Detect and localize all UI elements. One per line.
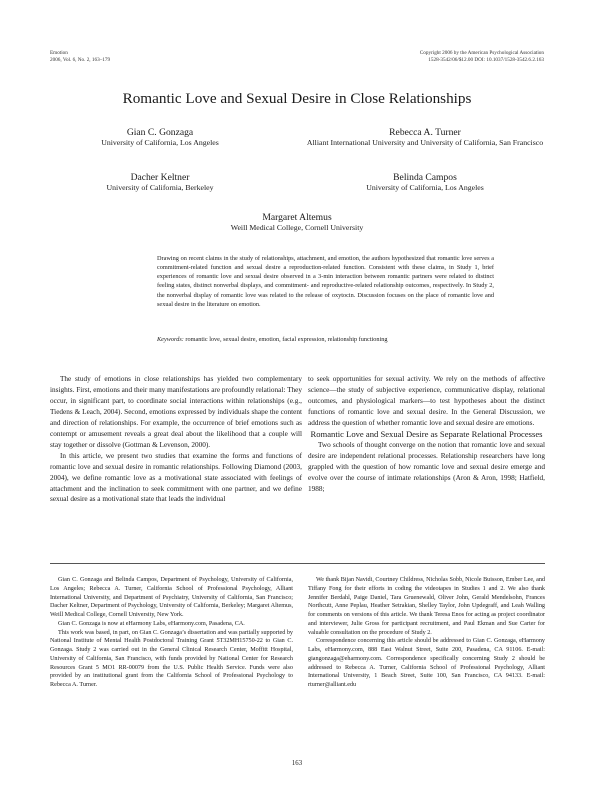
keywords-list: romantic love, sexual desire, emotion, facial expression, relationship functioning xyxy=(183,336,388,343)
author-note-paragraph: Gian C. Gonzaga is now at eHarmony Labs, eHarmony.com, Pasadena, CA. xyxy=(58,620,245,627)
author-block xyxy=(60,127,260,148)
section-heading: Romantic Love and Sexual Desire as Separate Relational Processes xyxy=(310,428,543,439)
author-affiliation: University of California, Berkeley xyxy=(106,183,214,193)
author-affiliation: University of California, Los Angeles xyxy=(101,138,219,148)
keywords-label: Keywords: xyxy=(157,336,184,343)
journal-volume: 2006, Vol. 6, No. 2, 163–179 xyxy=(50,56,111,63)
abstract: Drawing on recent claims in the study of relationships, attachment, and emotion, the authors hypothesized that romantic love serves a commitment-related function and sexual desire a reproduction-related function. Consistent with these claims, in Study 1, brief experiences of romantic love and sexual desire observed in a 3-min interaction between romantic partners were related to distinct feeling states, distinct nonverbal displays, and commitment- and reproductive-related relationship outcomes, respectively. In Study 2, the nonverbal display of romantic love was related to the release of oxytocin. Discussion focuses on the place of romantic love and sexual desire in the literature on emotion. xyxy=(157,255,494,308)
author-affiliation: Alliant International University and University of California, San Francisco xyxy=(306,138,544,148)
author-block xyxy=(60,172,260,193)
author-note-paragraph: Gian C. Gonzaga and Belinda Campos, Department of Psychology, University of California, Los Angeles; Rebecca A. Turner, California School of Professional Psychology, Alliant International University, and Department of Psychiatry, University of California, San Francisco; Dacher Keltner, Department of Psychology, University of California, Berkeley; Margaret Altemus, Weill Medical College, Cornell University, New York. xyxy=(50,577,293,618)
running-header-right xyxy=(420,50,544,63)
body-paragraph: to seek opportunities for sexual activity. We rely on the methods of affective science—the study of subjective experience, communicative display, relational outcomes, and physiological markers—to test hypotheses about the distinct functions of romantic love and sexual desire. In the General Discussion, we address the question of whether romantic love and sexual desire are emotions. xyxy=(308,375,545,427)
author-name: Rebecca A. Turner xyxy=(389,127,461,138)
footnote-divider xyxy=(50,563,545,564)
doi-line: 1528-3542/06/$12.00 DOI: 10.1037/1528-3542.6.2.163 xyxy=(428,56,544,63)
author-note-left xyxy=(50,576,293,690)
author-name: Dacher Keltner xyxy=(130,172,190,183)
body-paragraph: Two schools of thought converge on the notion that romantic love and sexual desire are independent relational processes. Relationship researchers have long grappled with the question of how romantic love and sexual desire emerge and evolve over the course of intimate relationships (Aron & Aron, 1998; Hatfield, 1988; xyxy=(308,441,545,494)
author-name: Margaret Altemus xyxy=(262,212,332,223)
author-note-paragraph: We thank Bijan Navidi, Courtney Childress, Nicholas Sobb, Nicole Buisson, Ember Lee, and Tiffany Fong for their efforts in coding the videotapes in Studies 1 and 2. We also thank Jennifer Berdahl, Paige Daniel, Tara Gruenewald, Oliver John, Gerald Mendelsohn, Frances Northcutt, Anne Peplau, Heather Setrakian, Shelley Taylor, John Updegraff, and Leah Walling for comments on versions of this article. We thank Teresa Enos for acting as project coordinator and interviewer, Julie Gross for participant recruitment, and Paul Ekman and Sue Carter for valuable consultation on the procedure of Study 2. xyxy=(308,577,545,636)
body-column-left xyxy=(50,374,302,505)
paper-title: Romantic Love and Sexual Desire in Close Relationships xyxy=(122,90,472,107)
author-note-paragraph: Correspondence concerning this article should be addressed to Gian C. Gonzaga, eHarmony Labs, eHarmony.com, 888 East Walnut Street, Suite 200, Pasadena, CA 91106. E-mail: giangonzaga@eharmony.com. Correspondence specifically concerning Study 2 should be addressed to Rebecca A. Turner, California School of Professional Psychology, Alliant International University, 1 Beach Street, Suite 100, San Francisco, CA 94133. E-mail: rturner@alliant.edu xyxy=(308,638,545,688)
journal-name: Emotion xyxy=(50,50,68,56)
body-paragraph: The study of emotions in close relationships has yielded two complementary insights. First, emotions and their many manifestations are profoundly relational: They occur, in significant part, to coordinate social interactions within relationships (e.g., Tiedens & Leach, 2004). Second, emotions expressed by individuals shape the content and direction of relationships. For example, the occurrence of brief emotions such as contempt or amusement reveals a great deal about the likelihood that a couple will stay together or dissolve (Gottman & Levenson, 2000). xyxy=(50,375,302,449)
body-column-right xyxy=(308,374,545,495)
keywords xyxy=(157,335,494,344)
author-block xyxy=(300,172,550,193)
author-note-paragraph: This work was based, in part, on Gian C. Gonzaga’s dissertation and was partially supported by National Institute of Mental Health Postdoctoral Training Grant 5T32MH15750-22 to Gian C. Gonzaga. Study 2 was carried out in the General Clinical Research Center, Moffitt Hospital, University of California, San Francisco, with funds provided by National Center for Research Resources Grant 5 MO1 RR-00079 from the U.S. Public Health Service. Funds were also provided by an institutional grant from the California School of Professional Psychology to Rebecca A. Turner. xyxy=(50,629,293,688)
copyright-line: Copyright 2006 by the American Psychological Association xyxy=(419,50,544,56)
body-paragraph: In this article, we present two studies that examine the forms and functions of romantic love and sexual desire in romantic relationships. Following Diamond (2003, 2004), we define romantic love as a motivational state associated with feelings of attachment and the inclination to seek commitment with one partner, and we define sexual desire as a motivational state that leads the individual xyxy=(50,451,302,504)
author-block xyxy=(197,212,397,233)
author-affiliation: Weill Medical College, Cornell University xyxy=(230,223,364,233)
running-header-left xyxy=(50,50,110,63)
page-number: 163 xyxy=(291,760,303,767)
author-name: Gian C. Gonzaga xyxy=(126,127,194,138)
author-name: Belinda Campos xyxy=(393,172,457,183)
author-affiliation: University of California, Los Angeles xyxy=(366,183,484,193)
author-note-right xyxy=(308,576,545,690)
author-block xyxy=(300,127,550,148)
